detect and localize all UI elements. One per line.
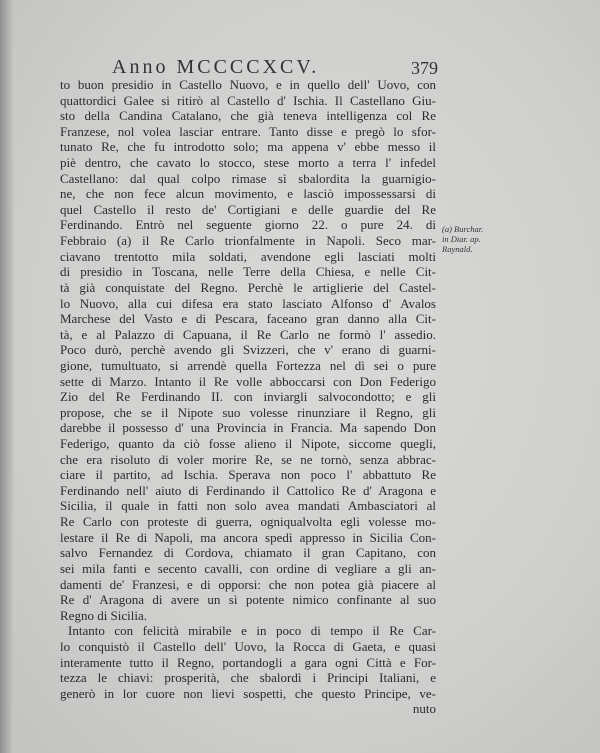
text-line: che era risoluto di voler morire Re, se ne tornò, senza abbrac- [60,451,436,467]
text-line: Regno di Sicilia. [60,607,148,623]
text-line: interamente tutto il Regno, portandogli a gara ogni Città e For- [60,654,436,670]
text-line: sei mila fanti e secento cavalli, con ordine di vegliare a gli an- [60,560,436,576]
margin-note [442,224,522,254]
text-line: Marchese del Vasto e di Pescara, faceano gran danno alla Cit- [60,311,436,327]
text-line: Sicilia, il quale in fatti non solo avea mandati Ambasciatori al [60,498,436,514]
text-line: Ferdinando. Entrò nel seguente giorno 22. o pure 24. di [60,217,436,233]
text-line: ciavano trentotto mila soldati, avendone egli lasciati molti [60,248,436,264]
text-line: lestare il Re di Napoli, ma ancora spedì appresso in Sicilia Con- [60,529,436,545]
margin-note-line: in Diar. ap. [442,234,481,244]
text-line: Franzese, nol volea lasciar entrare. Tanto disse e pregò lo sfor- [60,123,436,139]
text-line: Re d' Aragona di avere un sì potente nimico confinante al suo [60,592,436,608]
text-line: propose, che se il Nipote suo volesse rinunziare il Regno, gli [60,404,436,420]
text-line: tunato Re, che fu introdotto solo; ma appena v' ebbe messo il [60,139,436,155]
text-line: Federigo, quanto da ciò fosse alieno il Nipote, siccome quegli, [60,436,436,452]
text-line: tà, e al Palazzo di Capuana, il Re Carlo ne formò l' assedio. [60,326,436,342]
text-line: salvo Fernandez di Cordova, chiamato il gran Capitano, con [60,545,436,561]
text-line: gione, tumultuato, si arrendè quella Fortezza nel dì sei o pure [60,357,436,373]
text-line: to buon presidio in Castello Nuovo, e in quello dell' Uovo, con [60,77,436,92]
text-line: ne, che non fece alcun movimento, e lasciò impossessarsi di [60,186,436,202]
text-line: lo Nuovo, alla cui difesa era stato lasciato Alfonso d' Avalos [60,295,436,311]
catchword: nuto [412,701,436,717]
text-line: Re Carlo con proteste di guerra, ogniqualvolta egli volesse mo- [60,514,436,530]
page-spine-shadow [0,0,14,753]
text-line: Zio del Re Ferdinando II. con inviargli salvocondotto; e gli [60,389,436,405]
text-line: Intanto con felicità mirabile e in poco di tempo il Re Car- [68,623,436,639]
text-line: piè dentro, che cavato lo stocco, stese morto a terra l' infedel [60,155,436,171]
text-line: tezza le chiavi: prosperità, che sbalordì i Principi Italiani, e [60,670,436,686]
text-line: ciare il partito, ad Ischia. Sperava non poco l' abbattuto Re [60,467,436,483]
text-line: di presidio in Toscana, nelle Terre della Chiesa, e nelle Cit- [60,264,436,280]
text-line: tà già conquistate del Regno. Perchè le artiglierie del Castel- [60,279,436,295]
text-line: generò in lor cuore non lievi sospetti, che questo Principe, ve- [60,685,436,701]
text-line: Poco durò, perchè avendo gli Svizzeri, che v' erano di guarni- [60,342,436,358]
text-line: Ferdinando nell' aiuto di Ferdinando il Cattolico Re d' Aragona e [60,482,436,498]
text-line: Castellano: dal qual colpo rimase sì sbalordita la guarnigio- [60,170,436,186]
text-line: damenti de' Franzesi, e di opporsi: che non potea già piacere al [60,576,436,592]
text-line: Febbraio (a) il Re Carlo trionfalmente in Napoli. Seco mar- [60,233,436,249]
margin-note-line: Raynald. [442,244,473,254]
page-number: 379 [411,58,438,78]
text-line: quattordici Galee si ritirò al Castello d' Ischia. Il Castellano Giu- [60,92,436,108]
text-line: sette di Marzo. Intanto il Re volle abboccarsi con Don Federigo [60,373,436,389]
text-line: darebbe il possesso d' una Provincia in Francia. Ma sapendo Don [60,420,436,436]
text-line: quel Castello il resto de' Cortigiani e delle guardie del Re [60,201,436,217]
text-line: sto della Candina Catalano, che già teneva intelligenza col Re [60,108,436,124]
running-head: Anno MCCCCXCV. [112,56,320,78]
body-text [60,77,436,717]
text-line: lo conquistò il Castello dell' Uovo, la Rocca di Gaeta, e quasi [60,638,436,654]
margin-note-line: (a) Burchar. [442,224,484,234]
